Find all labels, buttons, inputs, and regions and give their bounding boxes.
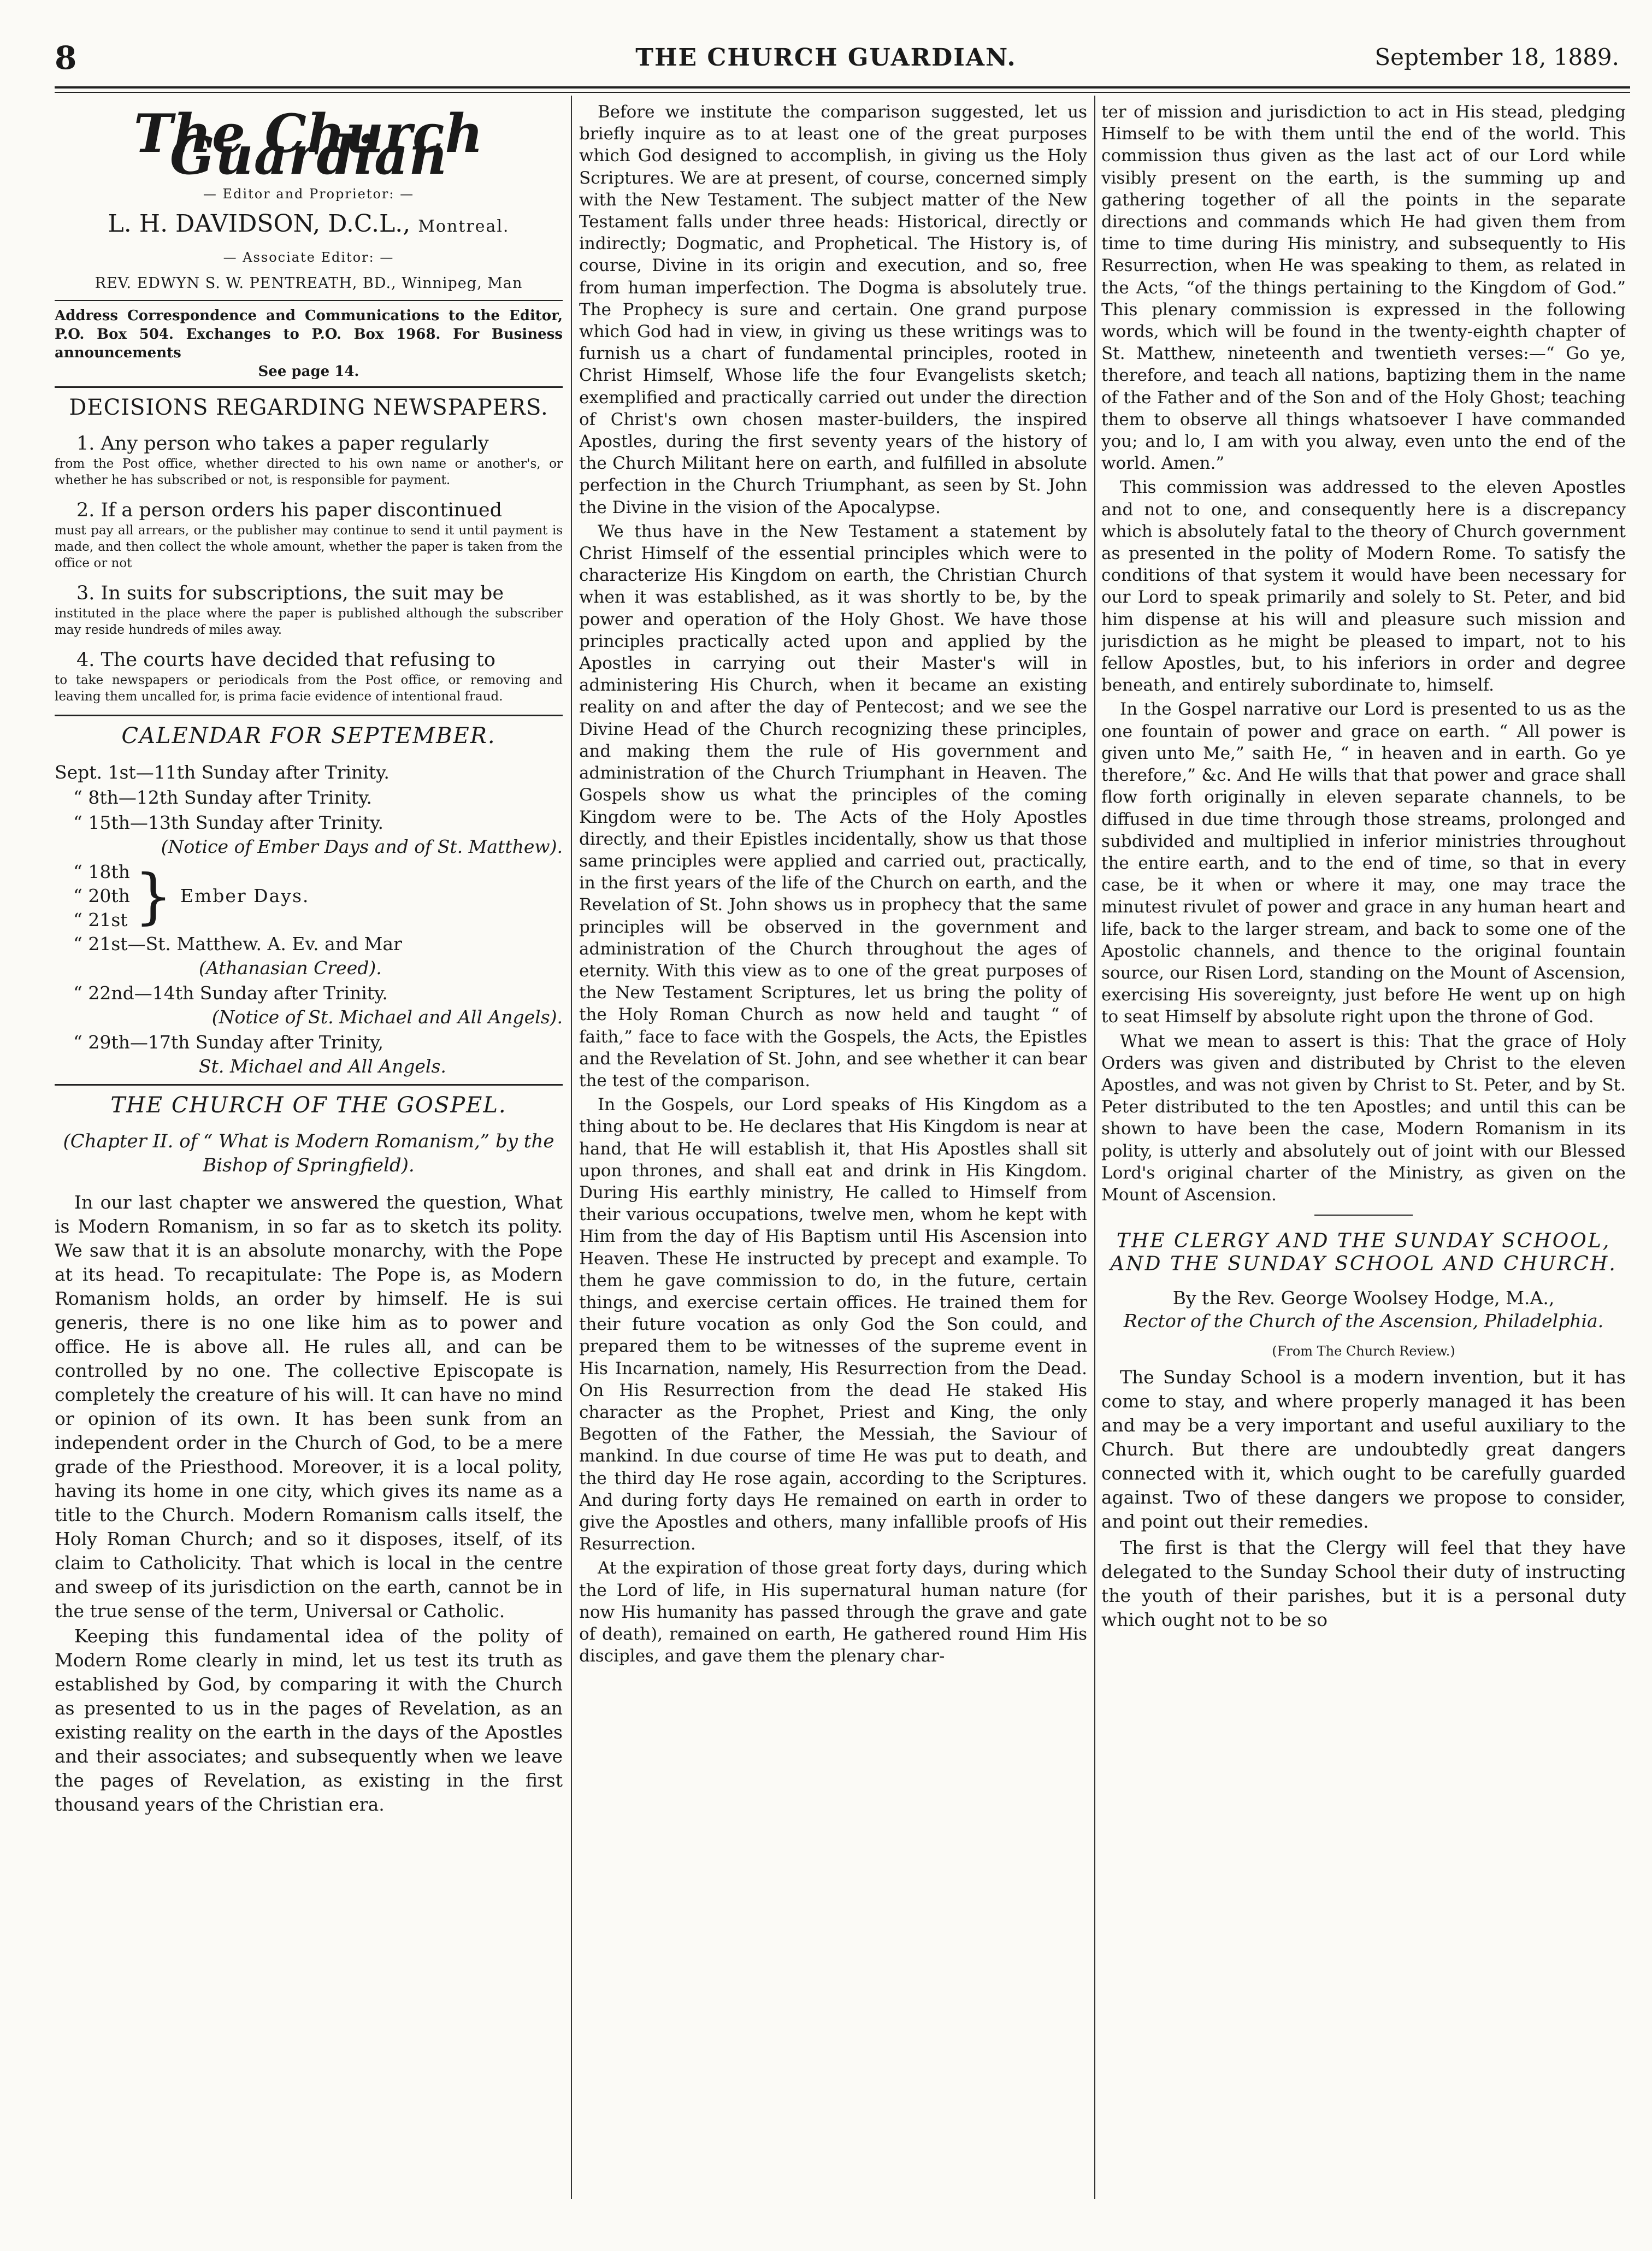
calendar-date: “ 29th: [73, 1031, 130, 1053]
column-1: [55, 101, 563, 2199]
calendar-date: “ 15th: [73, 811, 130, 833]
paragraph: Keeping this fundamental idea of the polity of Modern Rome clearly in mind, let us test its truth as established by God, by comparing it with the Church as presented to us in the pages of Revelation, as an existing reality on the earth in the days of the Apostles and their associates; and subsequently when we leave the pages of Revelation, as existing in the first thousand years of the Christian era.: [55, 1625, 563, 1815]
decision-lead: 3. In suits for subscriptions, the suit may be: [76, 582, 504, 605]
calendar-rule: [55, 1084, 563, 1086]
calendar-entry: [55, 932, 563, 980]
masthead-title: The Church Guardian: [133, 103, 484, 187]
decisions-heading: DECISIONS REGARDING NEWSPAPERS.: [69, 395, 548, 421]
head-rule: [55, 86, 1630, 89]
ember-date: “ 21st: [73, 909, 128, 930]
calendar-entry: [55, 761, 563, 785]
address-notice: [55, 307, 563, 381]
brace-glyph: }: [134, 861, 173, 931]
decision-text: instituted in the place where the paper is published although the subscriber may reside hundreds of miles away.: [55, 606, 563, 638]
article2-heading: THE CLERGY AND THE SUNDAY SCHOOL, AND THE SUNDAY SCHOOL AND CHURCH.: [1110, 1230, 1617, 1276]
running-title: THE CHURCH GUARDIAN.: [635, 44, 1017, 72]
decision-lead: 1. Any person who takes a paper regularly: [76, 433, 489, 455]
ember-label: Ember Days.: [180, 885, 310, 906]
calendar-text: —13th Sunday after Trinity.: [129, 811, 384, 833]
editor-line: [55, 209, 563, 238]
paragraph: In the Gospels, our Lord speaks of His Kingdom as a thing about to be. He declares that His Kingdom is near at hand, that He will establish it, that His Apostles shall sit upon thrones, and shall eat and drink in His Kingdom. During His earthly ministry, He called to Himself from their various occupations, twelve men, whom he kept with Him from the day of His Baptism until His Ascension into Heaven. These He instructed by precept and example. To them he gave commission to do, in the future, certain things, and exercise certain offices. He trained them for their future vocation as only God the Son could, and prepared them to be witnesses of the supreme event in His Incarnation, namely, His Resurrection from the Dead. On His Resurrection from the dead He staked His character as the Prophet, Priest and King, the only Begotten of the Father, the Messiah, the Saviour of mankind. In due course of time He was put to death, and the third day He rose again, according to the Scriptures. And during forty days He remained on earth in order to give the Apostles and others, many infallible proofs of His Resurrection.: [579, 1095, 1087, 1554]
column-rule-1: [571, 96, 572, 2199]
column-rule-2: [1094, 96, 1095, 2199]
running-head: [22, 38, 1630, 82]
calendar-entry: [55, 786, 563, 810]
calendar-note: (Notice of Ember Days and of St. Matthew).: [161, 835, 563, 857]
issue-date: September 18, 1889.: [1374, 44, 1619, 70]
article2-body: [1101, 1365, 1626, 1632]
article2-source: (From The Church Review.): [1272, 1343, 1455, 1359]
paragraph: We thus have in the New Testament a statement by Christ Himself of the essential principles which were to characterize His Kingdom on earth, the Christian Church when it was established, as it was shortly to be, by the power and operation of the Holy Ghost. We have those principles practically acted upon and applied by the Apostles in carrying out their Master's will in administering His Church, when it became an existing reality on and after the day of Pentecost; and we see the Divine Head of the Church recognizing these principles, and making them the rule of His government and administration of the Church Triumphant in Heaven. The Gospels show us what the principles of the coming Kingdom were to be. The Acts of the Holy Apostles directly, and their Epistles incidentally, show us that those same principles were applied and carried out, practically, in the first years of the life of the Church on earth, and the Revelation of St. John shows us in prophecy that the same principles will be observed in the government and administration of the Church throughout the ages of eternity. With this view as to one of the great purposes of the New Testament Scriptures, let us bring the polity of the Holy Roman Church as now held and taught “ of faith,” face to face with the Gospels, the Acts, the Epistles and the Revelation of St. John, and see whether it can bear the test of the comparison.: [579, 521, 1087, 1091]
calendar-entry: [55, 1030, 563, 1079]
ember-date: “ 18th: [73, 861, 130, 882]
paragraph: At the expiration of those great forty days, during which the Lord of life, in His supernatural human nature (for now His humanity has passed through the grave and gate of death), remained on earth, He gathered round Him His disciples, and gave them the plenary char-: [579, 1558, 1087, 1666]
column-3: [1101, 101, 1626, 2199]
byline-title: Rector of the Church of the Ascension, Philadelphia.: [1123, 1310, 1604, 1332]
byline-author: By the Rev. George Woolsey Hodge, M.A.,: [1172, 1287, 1555, 1309]
paragraph: The Sunday School is a modern invention, but it has come to stay, and where properly managed it has been and may be a very important and useful auxiliary to the Church. But there are undoubtedly great dangers connected with it, which ought to be carefully guarded against. Two of these dangers we propose to consider, and point out their remedies.: [1101, 1366, 1626, 1533]
article-divider: [1314, 1215, 1413, 1216]
ember-dates: [55, 860, 130, 932]
editor-label: — Editor and Proprietor: —: [203, 186, 415, 202]
head-rule-thin: [55, 92, 1630, 93]
address-text: Address Correspondence and Communications to the Editor, P.O. Box 504. Exchanges to P.O. Box 1968. For Business announcements: [55, 308, 563, 362]
associate-label: — Associate Editor: —: [223, 249, 394, 265]
ember-days-group: [55, 860, 563, 932]
editor-name: L. H. DAVIDSON, D.C.L.,: [108, 209, 411, 238]
decision-text: to take newspapers or periodicals from the Post office, or removing and leaving them uncalled for, is prima facie evidence of intentional fraud.: [55, 673, 563, 704]
paragraph: ter of mission and jurisdiction to act in His stead, pledging Himself to be with them until the end of the world. This commission thus given as the last act of our Lord while visibly present on the earth, is the summing up and gathering together of all the points in the separate directions and commands which He had given them from time to time during His ministry, and subsequently to His Resurrection, when He was speaking to them, as related in the Acts, “of the things pertaining to the Kingdom of God.” This plenary commission is expressed in the following words, which will be found in the twenty-eighth chapter of St. Matthew, nineteenth and twentieth verses:—“ Go ye, therefore, and teach all nations, baptizing them in the name of the Father and of the Son and of the Holy Ghost; teaching them to observe all things whatsoever I have commanded you; and lo, I am with you alway, even unto the end of the world. Amen.”: [1101, 102, 1626, 474]
calendar-date: “ 8th: [73, 786, 119, 808]
calendar-note: (Notice of St. Michael and All Angels).: [211, 1006, 563, 1028]
calendar-note: (Athanasian Creed).: [199, 957, 382, 979]
calendar-date: “ 21st: [73, 933, 128, 954]
masthead-rule: [55, 300, 563, 301]
decision-text: must pay all arrears, or the publisher may continue to send it until payment is made, and then collect the whole amount, whether the paper is taken from the office or not: [55, 523, 563, 571]
decision-lead: 4. The courts have decided that refusing to: [76, 649, 495, 671]
editor-location: Montreal.: [418, 216, 510, 236]
paragraph: The first is that the Clergy will feel that they have delegated to the Sunday School their duty of instructing the youth of their parishes, but it is a personal duty which ought not to be so: [1101, 1537, 1626, 1631]
page-number: 8: [55, 39, 77, 76]
paragraph: In the Gospel narrative our Lord is presented to us as the one fountain of power and grace on earth. “ All power is given unto Me,” saith He, “ in heaven and in earth. Go ye therefore,” &c. And He wills that that power and grace shall flow forth originally in eleven separate channels, to be diffused in due time through those streams, prolonged and subdivided and multiplied in inferior ministries throughout the entire earth, and to the end of time, so that in every case, be it when or where it may, one may trace the minutest rivulet of power and grace in any human heart and life, back to the larger stream, and back to some one of the Apostolic channels, and thence to the original fountain source, our Risen Lord, standing on the Mount of Ascension, exercising His sovereignty, just before He went up on high to seat Himself by absolute right upon the throne of God.: [1101, 699, 1626, 1027]
address-see-page: See page 14.: [258, 363, 359, 380]
article2-byline: [1101, 1287, 1626, 1333]
calendar-date: “ 22nd: [73, 982, 134, 1004]
calendar-text: —11th Sunday after Trinity.: [135, 761, 390, 783]
calendar-text: —17th Sunday after Trinity,: [129, 1031, 384, 1053]
calendar-text: —St. Matthew. A. Ev. and Mar: [127, 933, 402, 954]
calendar-text: —12th Sunday after Trinity.: [118, 786, 373, 808]
decision-item: [55, 498, 563, 571]
paragraph: This commission was addressed to the eleven Apostles and not to one, and consequently here is a discrepancy which is absolutely fatal to the theory of Church government as presented in the polity of Modern Rome. To satisfy the conditions of that system it would have been necessary for our Lord to speak primarily and solely to St. Peter, and bid him dispense at his will and pleasure such mission and jurisdiction as he might be pleased to impart, not to his fellow Apostles, but, to his inferiors in order and degree beneath, and entirely subordinate to, himself.: [1101, 478, 1626, 696]
decision-item: [55, 432, 563, 488]
calendar-entry: [55, 981, 563, 1029]
calendar-note: St. Michael and All Angels.: [199, 1055, 446, 1077]
address-rule: [55, 386, 563, 388]
column-2: [579, 101, 1087, 2199]
decisions-rule: [55, 715, 563, 716]
decision-item: [55, 648, 563, 705]
calendar-entry: [55, 811, 563, 859]
paragraph: Before we institute the comparison suggested, let us briefly inquire as to at least one of the great purposes which God designed to accomplish, in giving us the Holy Scriptures. We are at present, of course, concerned simply with the New Testament. The subject matter of the New Testament falls under three heads: Historical, directly or indirectly; Dogmatic, and Prophetical. The History is, of course, Divine in its origin and execution, and so, free from human imperfection. The Dogma is absolutely true. The Prophecy is sure and certain. One grand purpose which God had in view, in giving us these writings was to furnish us a chart of fundamental principles, rooted in Christ Himself, Whose life the four Evangelists sketch; exemplified and practically carried out under the direction of Christ's own chosen master-builders, the inspired Apostles, during the first seventy years of the history of the Church Militant here on earth, and fulfilled in absolute perfection in the Church Triumphant, as seen by St. John the Divine in the vision of the Apocalypse.: [579, 102, 1087, 517]
calendar-text: —14th Sunday after Trinity.: [134, 982, 388, 1004]
article1-body-col1: [55, 1191, 563, 1817]
calendar-heading: CALENDAR FOR SEPTEMBER.: [121, 723, 496, 749]
decision-text: from the Post office, whether directed to his own name or another's, or whether he has subscribed or not, is responsible for payment.: [55, 457, 563, 488]
ember-date: “ 20th: [73, 885, 130, 906]
article1-subheading: (Chapter II. of “ What is Modern Romanism,” by the Bishop of Springfield).: [63, 1130, 554, 1176]
paragraph: In our last chapter we answered the question, What is Modern Romanism, in so far as to sketch its polity. We saw that it is an absolute monarchy, with the Pope at its head. To recapitulate: The Pope is, as Modern Romanism holds, an order by himself. He is sui generis, there is no one like him as to power and office. He is above all. He rules all, and can be controlled by no one. The collective Episcopate is completely the creature of his will. It can have no mind or opinion of its own. It has been sunk from an independent order in the Church of God, to be a mere grade of the Priesthood. Moreover, it is a local polity, having its home in one city, which gives its name as a title to the Church. Modern Romanism calls itself, the Holy Roman Church; and so it disposes, itself, of its claim to Catholicity. That which is local in the centre and sweep of its jurisdiction on the earth, cannot be in the true sense of the term, Universal or Catholic.: [55, 1191, 563, 1622]
decision-lead: 2. If a person orders his paper discontinued: [76, 499, 503, 522]
article1-heading: THE CHURCH OF THE GOSPEL.: [110, 1092, 507, 1118]
paragraph: What we mean to assert is this: That the grace of Holy Orders was given and distributed by Christ to the eleven Apostles, and was not given by Christ to St. Peter, and by St. Peter distributed to the ten Apostles; and until this can be shown to have been the case, Modern Romanism in its polity, is utterly and absolutely out of joint with our Blessed Lord's original charter of the Ministry, as given on the Mount of Ascension.: [1101, 1031, 1626, 1205]
decision-item: [55, 581, 563, 638]
calendar-date: Sept. 1st: [55, 761, 136, 783]
associate-editor-name: REV. EDWYN S. W. PENTREATH, BD., Winnipeg, Man: [95, 275, 523, 292]
